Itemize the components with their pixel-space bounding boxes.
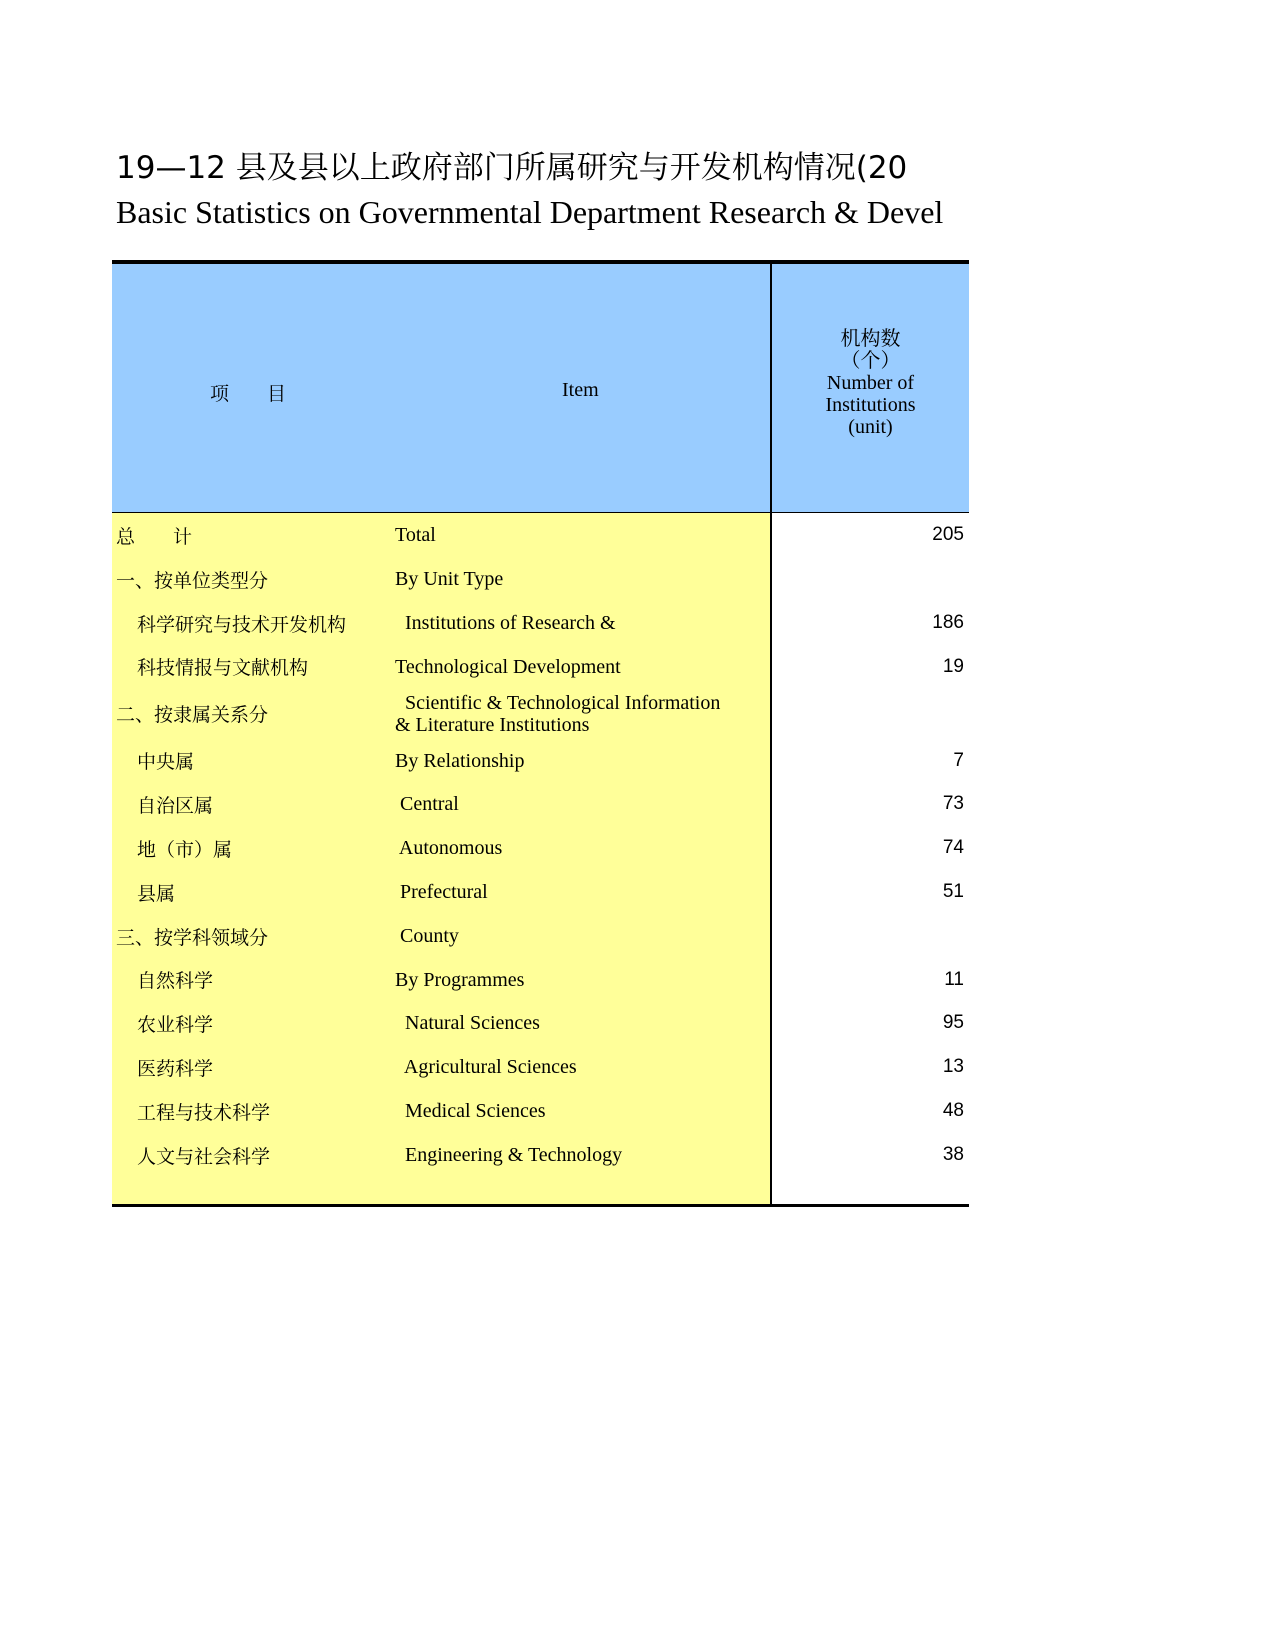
row-value xyxy=(772,914,964,958)
row-item-cn: 工程与技术科学 xyxy=(137,1101,271,1124)
header-number-en-2: Institutions xyxy=(825,394,916,416)
row-value: 19 xyxy=(942,655,964,677)
row-value: 95 xyxy=(942,1012,964,1033)
row-item-en: Natural Sciences xyxy=(395,1012,540,1034)
table-row xyxy=(112,645,969,688)
row-item-en: County xyxy=(395,925,459,947)
row-value: 186 xyxy=(932,612,964,633)
row-value xyxy=(772,688,964,739)
row-item-cn: 自然科学 xyxy=(137,970,214,992)
row-item-en: Engineering & Technology xyxy=(395,1144,623,1166)
row-item-en: By Relationship xyxy=(395,749,525,772)
row-value xyxy=(772,557,964,601)
header-number-unit-cn: （个） xyxy=(840,350,901,372)
header-number-cn: 机构数 xyxy=(840,328,901,350)
row-item-en: By Unit Type xyxy=(395,568,504,590)
row-value: 205 xyxy=(932,524,964,545)
row-value: 13 xyxy=(942,1056,964,1077)
table-row xyxy=(112,826,969,870)
table-row xyxy=(112,1045,969,1089)
header-number-en-3: (unit) xyxy=(848,416,893,438)
row-item-cn: 科技情报与文献机构 xyxy=(137,657,309,679)
table-row xyxy=(112,914,969,958)
row-value: 51 xyxy=(942,881,964,902)
row-item-en: Agricultural Sciences xyxy=(395,1056,577,1078)
row-item-en: By Programmes xyxy=(395,968,525,991)
table-row xyxy=(112,870,969,914)
row-value: 38 xyxy=(942,1144,964,1165)
row-item-en: Total xyxy=(395,524,436,546)
row-item-cn: 总 计 xyxy=(116,525,193,548)
row-item-cn: 医药科学 xyxy=(137,1057,214,1080)
statistics-table xyxy=(112,260,969,1207)
table-row xyxy=(112,601,969,645)
table-row xyxy=(112,557,969,601)
table-row xyxy=(112,513,969,557)
row-value: 74 xyxy=(942,837,964,858)
table-row xyxy=(112,1133,969,1177)
header-item-en: Item xyxy=(562,379,599,401)
table-row xyxy=(112,958,969,1001)
row-item-cn: 自治区属 xyxy=(137,794,214,817)
header-item-cn: 项 目 xyxy=(210,383,287,405)
row-item-en: Central xyxy=(395,793,459,815)
row-value: 7 xyxy=(953,749,964,771)
page-title-en: Basic Statistics on Governmental Department Research & Devel xyxy=(116,194,944,230)
row-item-cn: 一、按单位类型分 xyxy=(116,569,269,592)
row-item-cn: 地（市）属 xyxy=(137,838,233,861)
row-item-cn: 人文与社会科学 xyxy=(137,1145,271,1168)
row-value: 11 xyxy=(944,968,964,990)
row-item-en: Autonomous xyxy=(395,837,503,859)
header-item-cell xyxy=(112,264,771,512)
row-item-cn: 农业科学 xyxy=(137,1013,214,1036)
row-value: 48 xyxy=(942,1100,964,1121)
row-item-en: Prefectural xyxy=(395,881,488,903)
row-item-en: Institutions of Research & xyxy=(395,612,616,634)
table-row xyxy=(112,739,969,782)
table-row xyxy=(112,1089,969,1133)
table-row xyxy=(112,782,969,826)
row-item-cn: 中央属 xyxy=(137,751,195,773)
page-title-cn: 19—12 县及县以上政府部门所属研究与开发机构情况(20 xyxy=(116,150,908,186)
row-value: 73 xyxy=(942,793,964,814)
table-row xyxy=(112,688,969,739)
row-item-cn: 二、按隶属关系分 xyxy=(116,704,269,726)
header-number-label xyxy=(772,328,969,438)
row-item-en: Scientific & Technological Information & Literature Institutions xyxy=(395,691,721,736)
bottom-rule xyxy=(112,1204,969,1207)
row-item-cn: 科学研究与技术开发机构 xyxy=(137,613,347,636)
row-item-en: Technological Development xyxy=(395,655,621,678)
row-item-en: Medical Sciences xyxy=(395,1100,546,1122)
header-number-en-1: Number of xyxy=(826,372,915,394)
row-item-cn: 县属 xyxy=(137,882,176,905)
row-item-cn: 三、按学科领域分 xyxy=(116,926,269,949)
table-row xyxy=(112,1001,969,1045)
